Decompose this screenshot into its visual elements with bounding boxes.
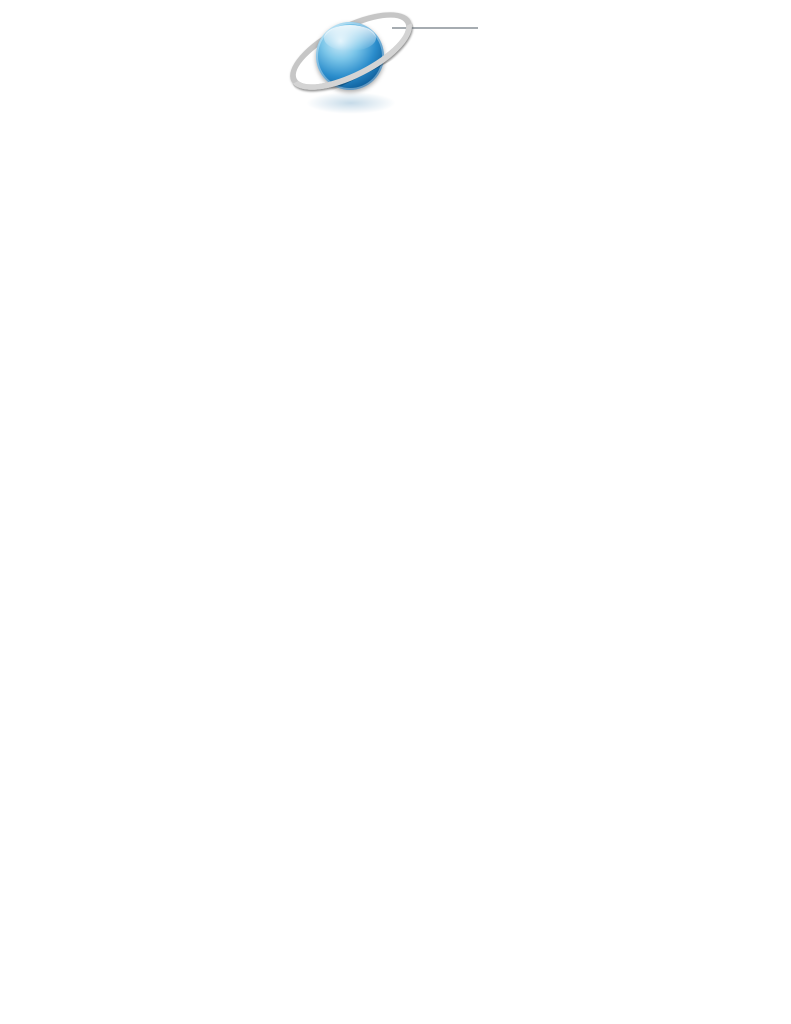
transcript-paragraphs (163, 224, 719, 285)
transcript (95, 224, 720, 298)
logo-reflection (306, 92, 396, 114)
obscured-paragraph (163, 224, 719, 285)
conversion-formula-logo (296, 6, 486, 106)
